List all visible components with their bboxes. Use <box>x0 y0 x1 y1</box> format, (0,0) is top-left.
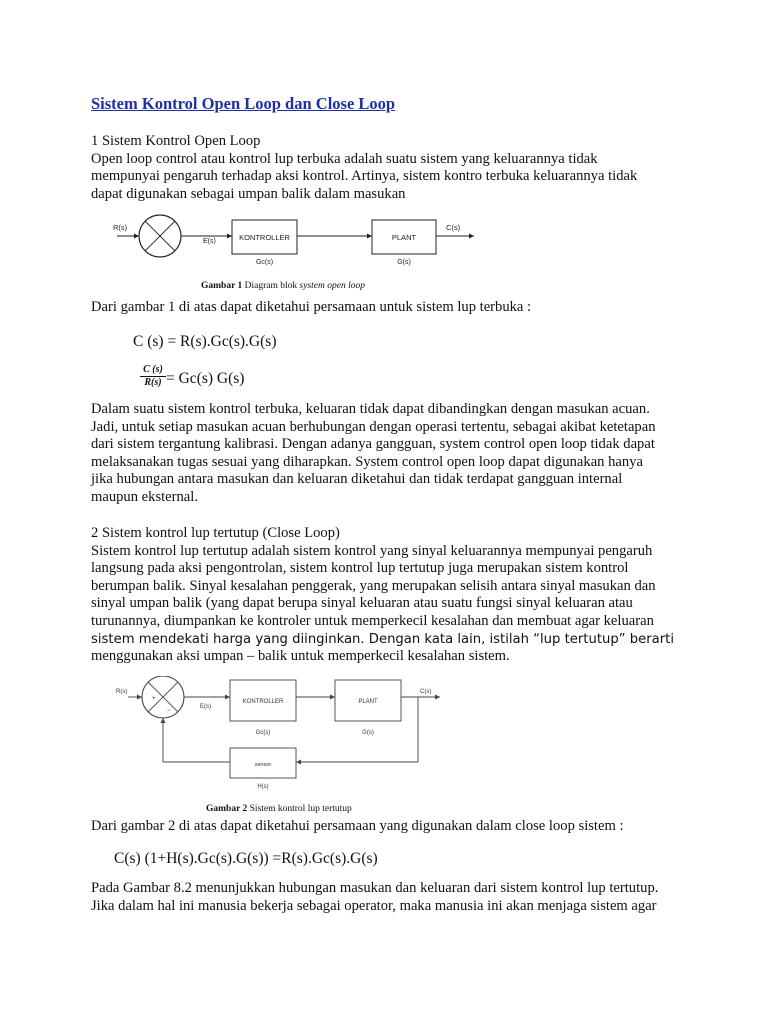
paragraph-line: Jadi, untuk setiap masukan acuan berhubungan dengan operasi tertentu, sebagai akibat ketetapan <box>91 418 656 435</box>
section2-line: menggunakan aksi umpan – balik untuk memperkecil kesalahan sistem. <box>91 648 510 665</box>
caption-label: Gambar 1 <box>201 281 243 291</box>
plant-label: PLANT <box>391 233 417 242</box>
error-label: E(s) <box>200 704 211 710</box>
closed-loop-diagram <box>100 676 445 796</box>
controller-label: KONTROLLER <box>239 233 290 242</box>
equation-2-rhs: = Gc(s) G(s) <box>166 370 245 387</box>
fraction-denominator: R(s) <box>144 377 162 388</box>
paragraph-line: melaksanakan tugas sesuai yang diharapkan. System control open loop dapat digunakan hanya <box>91 453 643 470</box>
section2-line: berumpan balik. Sinyal kesalahan penggerak, yang merupakan selisih antara sinyal masukan dan <box>91 577 656 594</box>
open-loop-paragraph <box>91 401 656 507</box>
section1-line: mempunyai pengaruh terhadap aksi kontrol. Artinya, sistem kontro terbuka keluarannya tidak <box>91 168 638 185</box>
plant-tf-label: G(s) <box>362 730 374 736</box>
section1-heading: 1 Sistem Kontrol Open Loop <box>91 133 261 149</box>
fig1-paragraph: Dari gambar 1 di atas dapat diketahui persamaan untuk sistem lup terbuka : <box>91 299 532 315</box>
paragraph-line: Jika dalam hal ini manusia bekerja sebagai operator, maka manusia ini akan menjaga sistem agar <box>91 897 657 914</box>
plus-sign: + <box>152 696 156 702</box>
arrowhead <box>435 695 440 700</box>
plant-tf-label: G(s) <box>397 259 411 266</box>
fraction-numerator: C (s) <box>140 364 166 377</box>
section2 <box>91 525 674 666</box>
figure1-caption <box>201 281 365 291</box>
minus-sign: − <box>167 708 171 714</box>
sensor-tf-label: H(s) <box>257 784 269 790</box>
paragraph-line: Dalam suatu sistem kontrol terbuka, keluaran tidak dapat dibandingkan dengan masukan acuan. <box>91 401 650 417</box>
controller-tf-label: Gc(s) <box>255 730 271 736</box>
open-loop-diagram <box>95 212 385 274</box>
paragraph-line: Pada Gambar 8.2 menunjukkan hubungan masukan dan keluaran dari sistem kontrol lup tertutup. <box>91 880 659 896</box>
arrowhead <box>469 234 474 239</box>
arrowhead <box>227 234 232 239</box>
caption-label: Gambar 2 <box>206 804 248 814</box>
arrowhead <box>296 760 301 765</box>
controller-tf-label: Gc(s) <box>255 259 274 266</box>
section1 <box>91 133 637 203</box>
output-label: C(s) <box>446 223 461 232</box>
arrowhead <box>134 234 139 239</box>
section1-line: Open loop control atau kontrol lup terbuka adalah suatu sistem yang keluarannya tidak <box>91 150 598 167</box>
caption-text: Sistem kontrol lup tertutup <box>249 804 352 814</box>
caption-italic: system open loop <box>299 281 365 291</box>
section1-line: dapat digunakan sebagai umpan balik dalam masukan <box>91 185 406 202</box>
sensor-label: sensor <box>254 762 272 768</box>
input-label: R(s) <box>113 223 128 232</box>
section2-heading: 2 Sistem kontrol lup tertutup (Close Loop) <box>91 525 340 541</box>
arrowhead <box>225 695 230 700</box>
figure2-caption <box>206 804 352 814</box>
paragraph-line: jika hubungan antara masukan dan keluaran diketahui dan tidak terdapat gangguan internal <box>91 471 623 488</box>
input-label: R(s) <box>116 689 128 695</box>
output-label: C(s) <box>420 689 432 695</box>
equation-3: C(s) (1+H(s).Gc(s).G(s)) =R(s).Gc(s).G(s) <box>114 850 378 867</box>
controller-label: KONTROLLER <box>242 699 284 705</box>
plant-label: PLANT <box>358 699 378 705</box>
section2-line-sans: sistem mendekati harga yang diinginkan. Dengan kata lain, istilah “lup tertutup” berarti <box>91 631 674 647</box>
final-paragraph <box>91 880 658 915</box>
section2-line: Sistem kontrol lup tertutup adalah sistem kontrol yang sinyal keluarannya mempunyai pengaruh <box>91 542 653 559</box>
error-label: E(s) <box>203 238 216 245</box>
section2-line: sinyal umpan balik (yang dapat berupa sinyal keluaran atau suatu fungsi sinyal keluaran atau <box>91 595 633 612</box>
page-title[interactable]: Sistem Kontrol Open Loop dan Close Loop <box>91 94 396 113</box>
equation-2-fraction <box>140 364 166 388</box>
paragraph-line: dari sistem tergantung kalibrasi. Dengan adanya gangguan, system control open loop tidak dapat <box>91 436 655 453</box>
open-loop-diagram-plant <box>370 212 480 274</box>
arrowhead <box>161 718 166 723</box>
caption-text: Diagram blok <box>244 281 298 291</box>
fig2-paragraph: Dari gambar 2 di atas dapat diketahui persamaan yang digunakan dalam close loop sistem : <box>91 818 624 834</box>
section2-line: turunannya, diumpankan ke kontroler untuk memperkecil kesalahan dan membuat agar keluaran <box>91 612 654 629</box>
arrowhead <box>330 695 335 700</box>
paragraph-line: maupun eksternal. <box>91 488 198 505</box>
arrowhead <box>137 695 142 700</box>
section2-line: langsung pada aksi pengontrolan, sistem kontrol lup tertutup juga merupakan sistem kontrol <box>91 560 629 577</box>
equation-1: C (s) = R(s).Gc(s).G(s) <box>133 333 277 350</box>
